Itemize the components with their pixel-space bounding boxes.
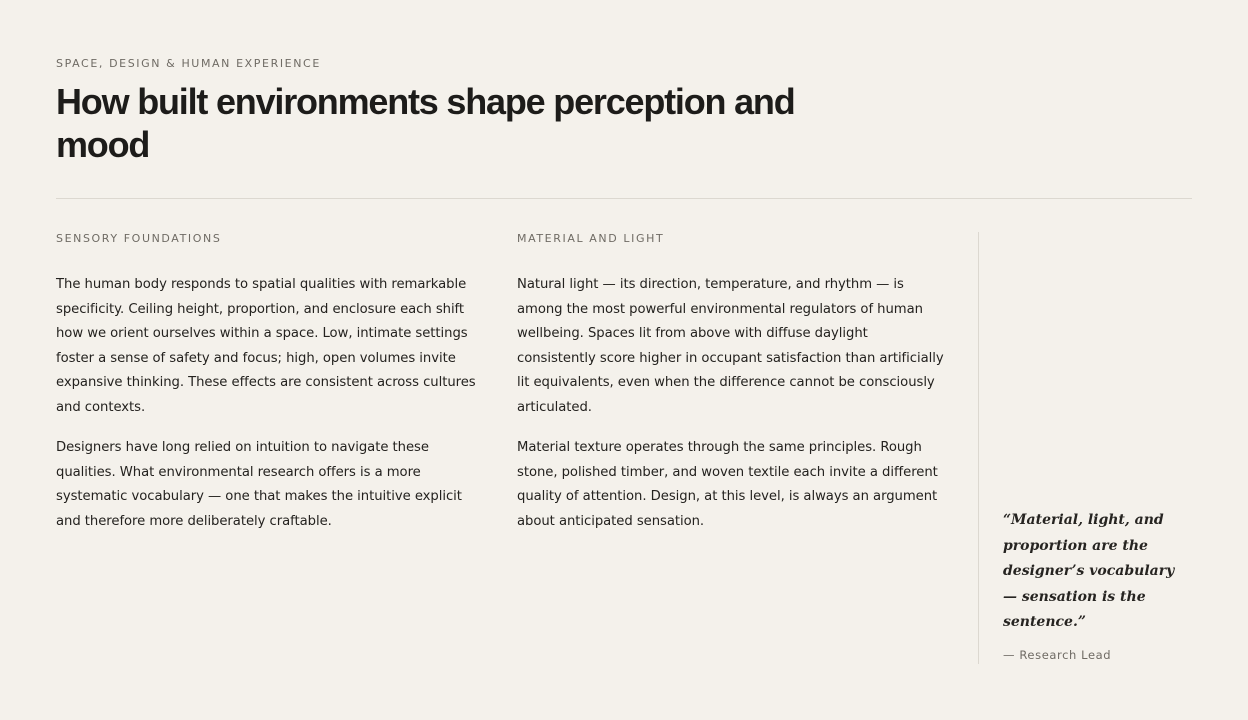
column-sensory-foundations (56, 232, 486, 550)
column-body (517, 273, 947, 534)
paragraph: Natural light — its direction, temperature, and rhythm — is among the most powerful environmental regulators of human wellbeing. Spaces lit from above with diffuse daylight consistently score higher in occupant satisfaction than artificially lit equivalents, even when the difference cannot be consciously articulated. (517, 277, 944, 415)
header-divider (56, 198, 1192, 199)
column-body (56, 273, 486, 534)
column-label: MATERIAL AND LIGHT (517, 232, 665, 245)
pull-quote: “Material, light, and proportion are the designer’s vocabulary — sensation is the sentence.” (1003, 512, 1175, 630)
page-title: How built environments shape perception and mood (56, 81, 795, 165)
column-label: SENSORY FOUNDATIONS (56, 232, 222, 245)
paragraph: Designers have long relied on intuition to navigate these qualities. What environmental research offers is a more systematic vocabulary — one that makes the intuitive explicit and therefore more deliberately craftable. (56, 440, 462, 529)
section-eyebrow: SPACE, DESIGN & HUMAN EXPERIENCE (56, 57, 321, 70)
paragraph: The human body responds to spatial qualities with remarkable specificity. Ceiling height, proportion, and enclosure each shift how we orient ourselves within a space. Low, intimate settings foster a sense of safety and focus; high, open volumes invite expansive thinking. These effects are consistent across cultures and contexts. (56, 277, 476, 415)
column-material-and-light (517, 232, 947, 550)
article-page (56, 0, 1192, 720)
pull-quote-aside (978, 232, 1193, 664)
quote-attribution: — Research Lead (1003, 648, 1112, 662)
paragraph: Material texture operates through the same principles. Rough stone, polished timber, and woven textile each invite a different quality of attention. Design, at this level, is always an argument about anticipated sensation. (517, 440, 938, 529)
